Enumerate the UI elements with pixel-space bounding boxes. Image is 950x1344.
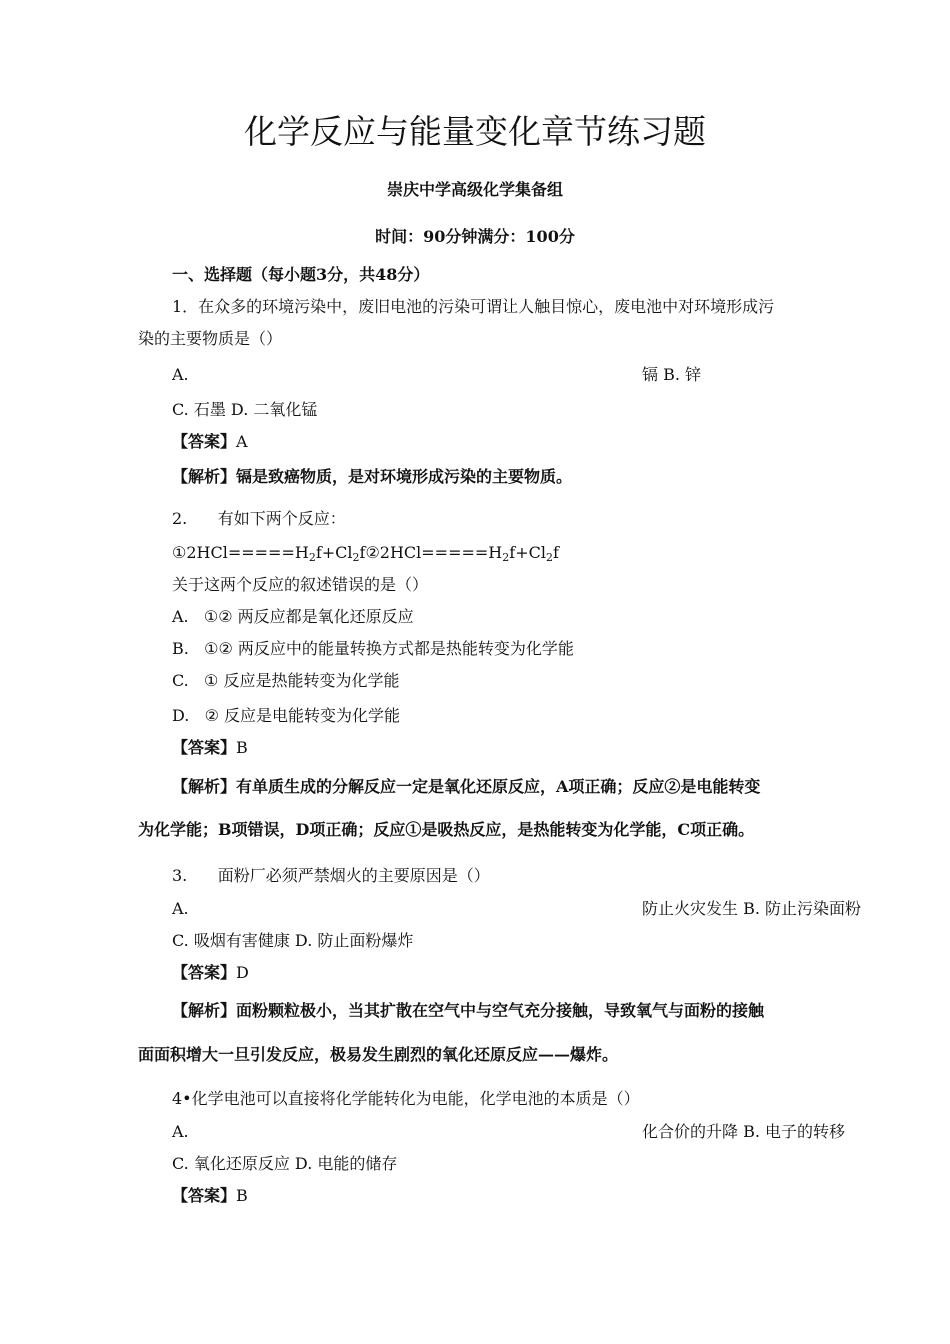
q3-analysis-cont: 面面积增大一旦引发反应，极易发生剧烈的氧化还原反应——爆炸。 [138, 1045, 619, 1064]
exam-time-info: 时间：90分钟满分：100分 [375, 227, 575, 246]
answer-value: B [236, 1186, 248, 1205]
q4-option-row-2: C. 氧化还原反应 D. 电能的储存 [172, 1154, 398, 1173]
answer-value: B [236, 738, 248, 757]
answer-value: D [236, 963, 249, 982]
q1-option-a-b-text: 镉 B. 锌 [642, 365, 702, 384]
q1-answer [172, 432, 810, 452]
analysis-text: 面粉颗粒极小，当其扩散在空气中与空气充分接触，导致氧气与面粉的接触 [236, 1001, 765, 1020]
q2-stem: 2. 有如下两个反应： [172, 509, 346, 528]
q2-option-c: C. ① 反应是热能转变为化学能 [172, 671, 400, 690]
q1-option-row-1 [172, 365, 810, 385]
analysis-text: 镉是致癌物质，是对环境形成污染的主要物质。 [236, 467, 573, 486]
answer-label: 【答案】 [172, 1186, 237, 1205]
q1-option-a-label: A. [172, 365, 189, 384]
q3-stem: 3. 面粉厂必须严禁烟火的主要原因是（） [172, 866, 490, 885]
q1-stem: 1．在众多的环境污染中，废旧电池的污染可谓让人触目惊心，废电池中对环境形成污 [172, 297, 775, 316]
q3-analysis [172, 1001, 810, 1021]
q2-answer [172, 738, 810, 758]
answer-value: A [236, 432, 248, 451]
q4-option-a-b-text: 化合价的升降 B. 电子的转移 [642, 1122, 846, 1141]
q4-stem: 4•化学电池可以直接将化学能转化为电能，化学电池的本质是（） [172, 1089, 640, 1108]
q2-analysis-cont: 为化学能；B项错误，D项正确；反应①是吸热反应，是热能转变为化学能，C项正确。 [138, 820, 755, 839]
q3-option-row-1 [172, 899, 862, 919]
section-heading: 一、选择题（每小题3分，共48分） [172, 265, 430, 284]
analysis-label: 【解析】 [172, 467, 237, 486]
q4-option-a-label: A. [172, 1122, 189, 1141]
q2-question: 关于这两个反应的叙述错误的是（） [172, 575, 429, 594]
author-group: 崇庆中学高级化学集备组 [386, 180, 563, 199]
q3-option-a-label: A. [172, 899, 189, 918]
answer-label: 【答案】 [172, 738, 237, 757]
analysis-label: 【解析】 [172, 1001, 237, 1020]
q3-answer [172, 963, 810, 983]
analysis-label: 【解析】 [172, 777, 237, 796]
q2-equations: $①2HCl=====H_2f+Cl_2f②2HCl=====H_2f+Cl_2f$ [172, 543, 559, 564]
q4-answer [172, 1186, 810, 1206]
q2-option-b: B. ①② 两反应中的能量转换方式都是热能转变为化学能 [172, 639, 574, 658]
analysis-text: 有单质生成的分解反应一定是氧化还原反应，A项正确；反应②是电能转变 [236, 777, 761, 796]
page-title: 化学反应与能量变化章节练习题 [244, 112, 706, 151]
q1-stem-cont: 染的主要物质是（） [138, 329, 283, 348]
q3-option-a-b-text: 防止火灾发生 B. 防止污染面粉 [642, 899, 862, 918]
q2-option-a: A. ①② 两反应都是氧化还原反应 [172, 607, 414, 626]
q2-analysis [172, 777, 810, 797]
answer-label: 【答案】 [172, 963, 237, 982]
q1-option-row-2: C. 石墨 D. 二氧化锰 [172, 400, 318, 419]
q4-option-row-1 [172, 1122, 846, 1142]
q2-option-d: D. ② 反应是电能转变为化学能 [172, 706, 401, 725]
q1-analysis [172, 467, 810, 487]
answer-label: 【答案】 [172, 432, 237, 451]
q3-option-row-2: C. 吸烟有害健康 D. 防止面粉爆炸 [172, 931, 414, 950]
